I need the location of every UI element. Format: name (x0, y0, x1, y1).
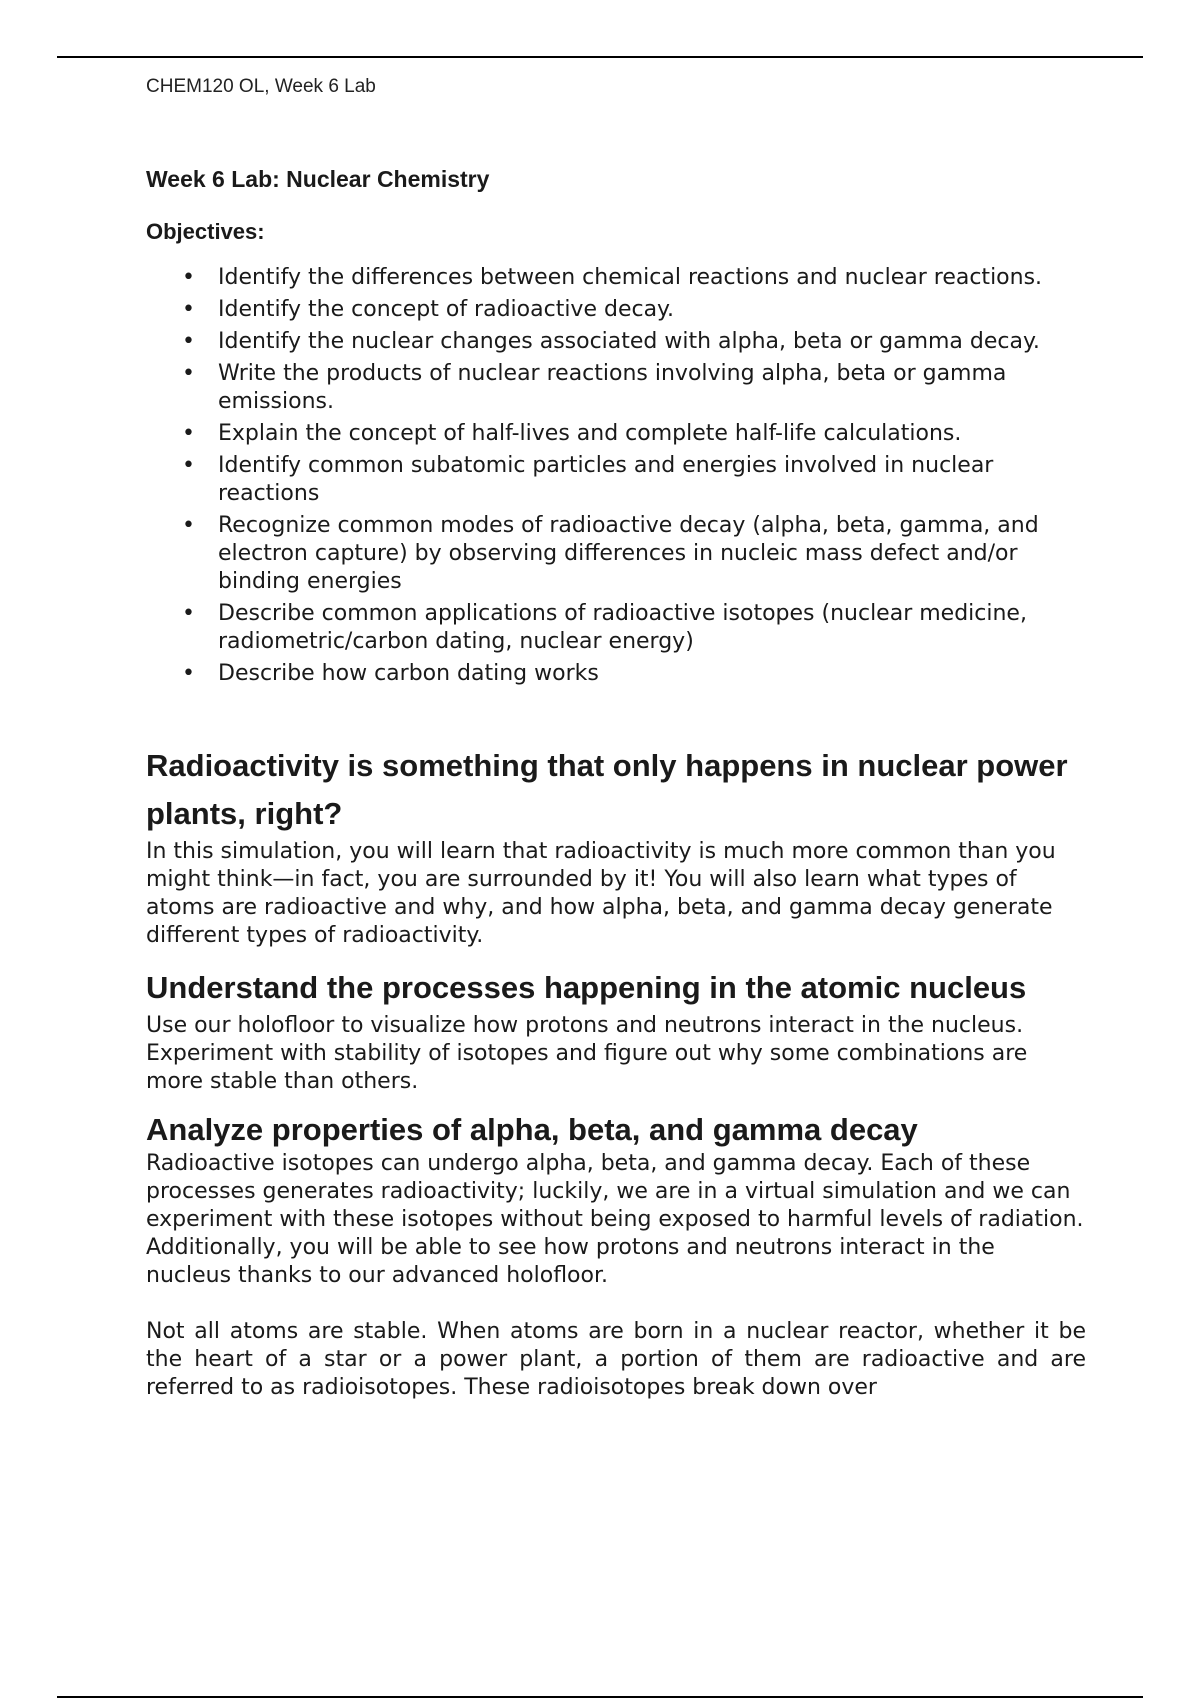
objective-item: • Describe how carbon dating works (146, 660, 1086, 688)
section-heading: Understand the processes happening in the atomic nucleus (146, 970, 1027, 1005)
header-rule (57, 56, 1143, 58)
section-heading: Analyze properties of alpha, beta, and gamma decay (146, 1112, 918, 1147)
objective-item: • Describe common applications of radioactive isotopes (nuclear medicine, radiometric/carbon dating, nuclear energy) (146, 600, 1086, 656)
objective-item: • Explain the concept of half-lives and complete half-life calculations. (146, 420, 1086, 448)
objective-item: • Write the products of nuclear reactions involving alpha, beta or gamma emissions. (146, 360, 1086, 416)
section-paragraph: Radioactive isotopes can undergo alpha, beta, and gamma decay. Each of these processes generates radioactivity; luckily, we are in a virtual simulation and we can experiment with these isotopes without being exposed to harmful levels of radiation. Additionally, you will be able to see how protons and neutrons interact in the nucleus thanks to our advanced holofloor. (146, 1151, 1084, 1288)
objective-item: • Identify the differences between chemical reactions and nuclear reactions. (146, 264, 1086, 292)
section-paragraph: In this simulation, you will learn that radioactivity is much more common than you might think—in fact, you are surrounded by it! You will also learn what types of atoms are radioactive and why, and how alpha, beta, and gamma decay generate different types of radioactivity. (146, 839, 1056, 948)
document-body (146, 164, 1086, 1416)
running-header: CHEM120 OL, Week 6 Lab (146, 76, 376, 97)
objectives-label: Objectives: (146, 219, 265, 244)
paragraph-spacer (146, 1290, 1086, 1318)
section-paragraph: Use our holofloor to visualize how protons and neutrons interact in the nucleus. (146, 1013, 1024, 1038)
document-title: Week 6 Lab: Nuclear Chemistry (146, 166, 490, 192)
footer-rule (57, 1696, 1143, 1698)
section-paragraph: Experiment with stability of isotopes and figure out why some combinations are more stable than others. (146, 1041, 1028, 1094)
objectives-list (146, 264, 1086, 688)
objective-item: • Recognize common modes of radioactive decay (alpha, beta, gamma, and electron capture) by observing differences in nucleic mass defect and/or binding energies (146, 512, 1086, 596)
objective-item: • Identify the nuclear changes associated with alpha, beta or gamma decay. (146, 328, 1086, 356)
section-paragraph: Not all atoms are stable. When atoms are born in a nuclear reactor, whether it be the heart of a star or a power plant, a portion of them are radioactive and are referred to as radioisotopes. These radioisotopes break down over (146, 1319, 1086, 1400)
objective-item: • Identify common subatomic particles and energies involved in nuclear reactions (146, 452, 1086, 508)
objective-item: • Identify the concept of radioactive decay. (146, 296, 1086, 324)
section-heading: Radioactivity is something that only happens in nuclear power plants, right? (146, 748, 1068, 831)
